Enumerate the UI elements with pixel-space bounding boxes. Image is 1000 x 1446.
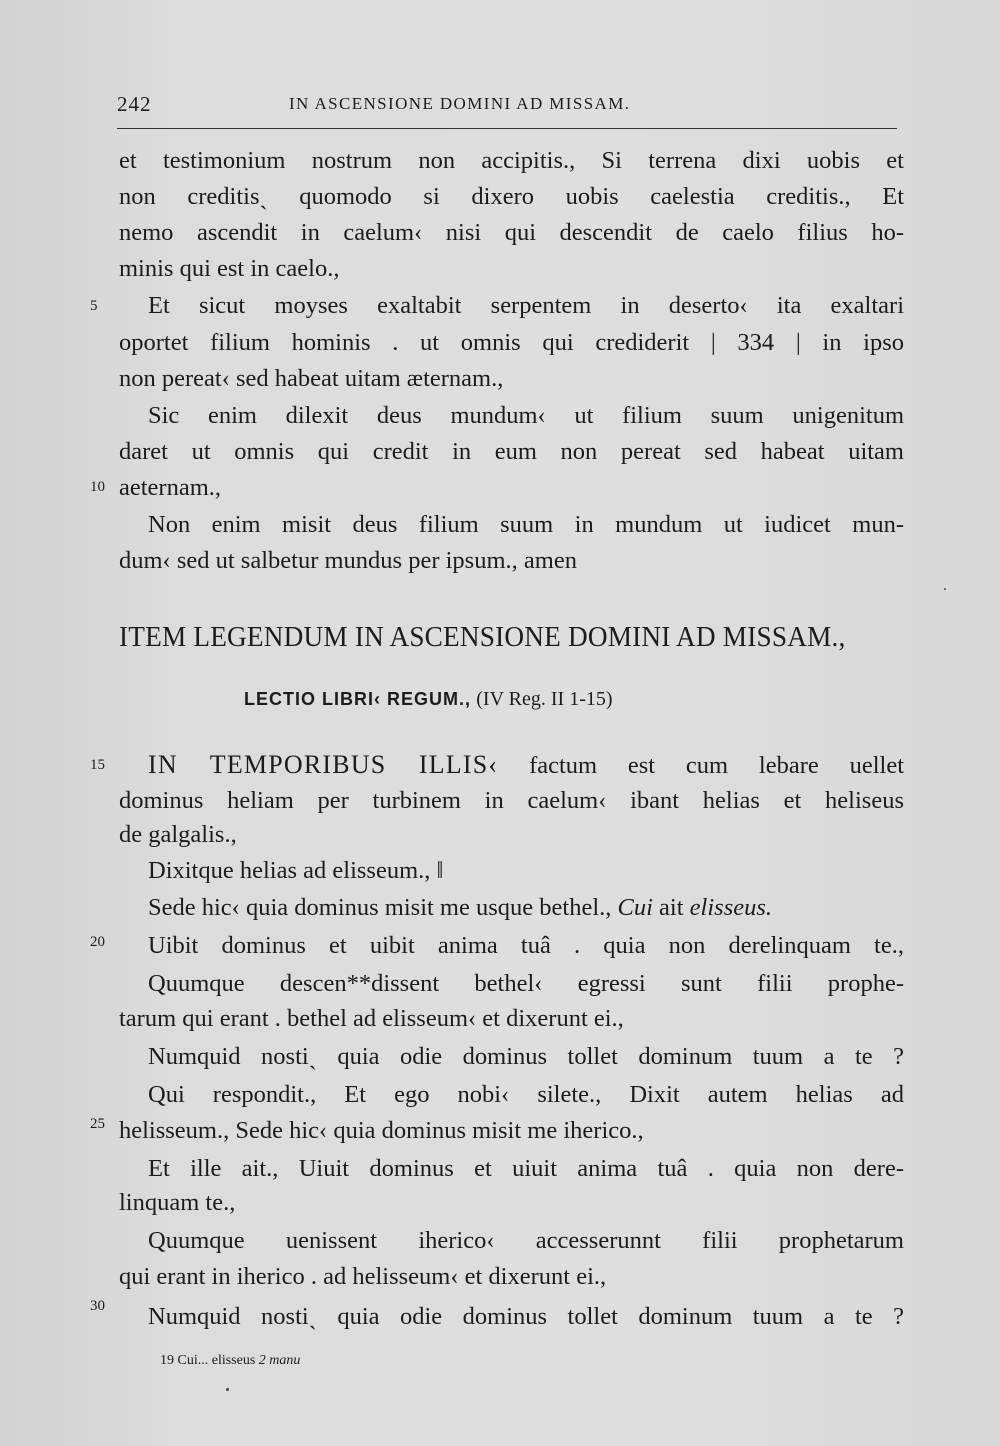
text-line: et testimonium nostrum non accipitis., Si terrena dixi uobis et [119, 147, 904, 174]
text-line: oportet filium hominis . ut omnis qui crediderit | 334 | in ipso [119, 329, 904, 356]
running-head [117, 92, 897, 122]
line-number: 10 [90, 479, 105, 495]
text-line: Numquid nostiˎ quia odie dominus tollet dominum tuum a te ? [148, 1303, 904, 1330]
paper-speck [944, 588, 946, 590]
text-line: Numquid nostiˎ quia odie dominus tollet dominum tuum a te ? [148, 1043, 904, 1070]
text-line: Uibit dominus et uibit anima tuâ . quia non derelinquam te., [148, 932, 904, 959]
line-number: 25 [90, 1116, 105, 1132]
italic-ait: ait [652, 894, 690, 921]
text-line: dum‹ sed ut salbetur mundus per ipsum., amen [119, 547, 577, 574]
text-line: Sic enim dilexit deus mundum‹ ut filium suum unigenitum [148, 402, 904, 429]
text-line: nemo ascendit in caelum‹ nisi qui descendit de caelo filius ho- [119, 219, 904, 246]
lectio-caps: LECTIO LIBRI‹ REGUM., [244, 689, 471, 709]
text-line: Et ille ait., Uiuit dominus et uiuit anima tuâ . quia non dere- [148, 1155, 904, 1182]
lectio-reference: (IV Reg. II 1-15) [476, 688, 613, 710]
text-segment: Sede hic‹ quia dominus misit me usque bethel., [148, 894, 612, 921]
text-line: Et sicut moyses exaltabit serpentem in deserto‹ ita exaltari [148, 292, 904, 319]
text-line: aeternam., [119, 474, 222, 501]
text-line: dominus heliam per turbinem in caelum‹ ibant helias et heliseus [119, 787, 904, 814]
line-number: 20 [90, 934, 105, 950]
line-number: 5 [90, 298, 98, 314]
text-line: Quumque descen**dissent bethel‹ egressi sunt filii prophe- [148, 970, 904, 997]
text-line: Quumque uenissent iherico‹ accesserunnt filii prophetarum [148, 1227, 904, 1254]
text-line: minis qui est in caelo., [119, 255, 340, 282]
text-line: qui erant in iherico . ad helisseum‹ et dixerunt ei., [119, 1263, 607, 1290]
text-line: Non enim misit deus filium suum in mundum ut iudicet mun- [148, 511, 904, 538]
opening-line [119, 750, 904, 781]
text-line: non pereat‹ sed habeat uitam æternam., [119, 365, 504, 392]
opening-rest: factum est cum lebare uellet [498, 752, 904, 779]
page-number: 242 [117, 92, 152, 116]
text-line: linquam te., [119, 1189, 236, 1216]
lectio-heading [244, 686, 804, 711]
text-line: daret ut omnis qui credit in eum non pereat sed habeat uitam [119, 438, 904, 465]
line-number: 15 [90, 757, 105, 773]
line-number: 30 [90, 1298, 105, 1314]
text-line-with-addition [119, 893, 904, 923]
footnote-hand: 2 manu [258, 1353, 301, 1368]
text-line: non creditisˎ quomodo si dixero uobis caelestia creditis., Et [119, 183, 904, 210]
header-rule [117, 128, 897, 129]
text-line: de galgalis., [119, 821, 237, 848]
header-title: IN ASCENSIONE DOMINI AD MISSAM. [289, 94, 631, 113]
footnote-text: 19 Cui... elisseus [160, 1353, 259, 1368]
italic-cui: Cui [617, 894, 653, 921]
section-title: ITEM LEGENDUM IN ASCENSIONE DOMINI AD MISSAM., [119, 621, 846, 653]
opening-caps: IN TEMPORIBUS ILLIS‹ [148, 750, 499, 779]
text-line: tarum qui erant . bethel ad elisseum‹ et dixerunt ei., [119, 1005, 624, 1032]
text-line: helisseum., Sede hic‹ quia dominus misit me iherico., [119, 1117, 644, 1144]
text-line: Dixitque helias ad elisseum., ‖ [148, 857, 444, 884]
italic-elisseus: elisseus. [689, 894, 773, 921]
text-line: Qui respondit., Et ego nobi‹ silete., Dixit autem helias ad [148, 1081, 904, 1108]
paper-speck [226, 1388, 229, 1391]
footnote [160, 1353, 300, 1369]
